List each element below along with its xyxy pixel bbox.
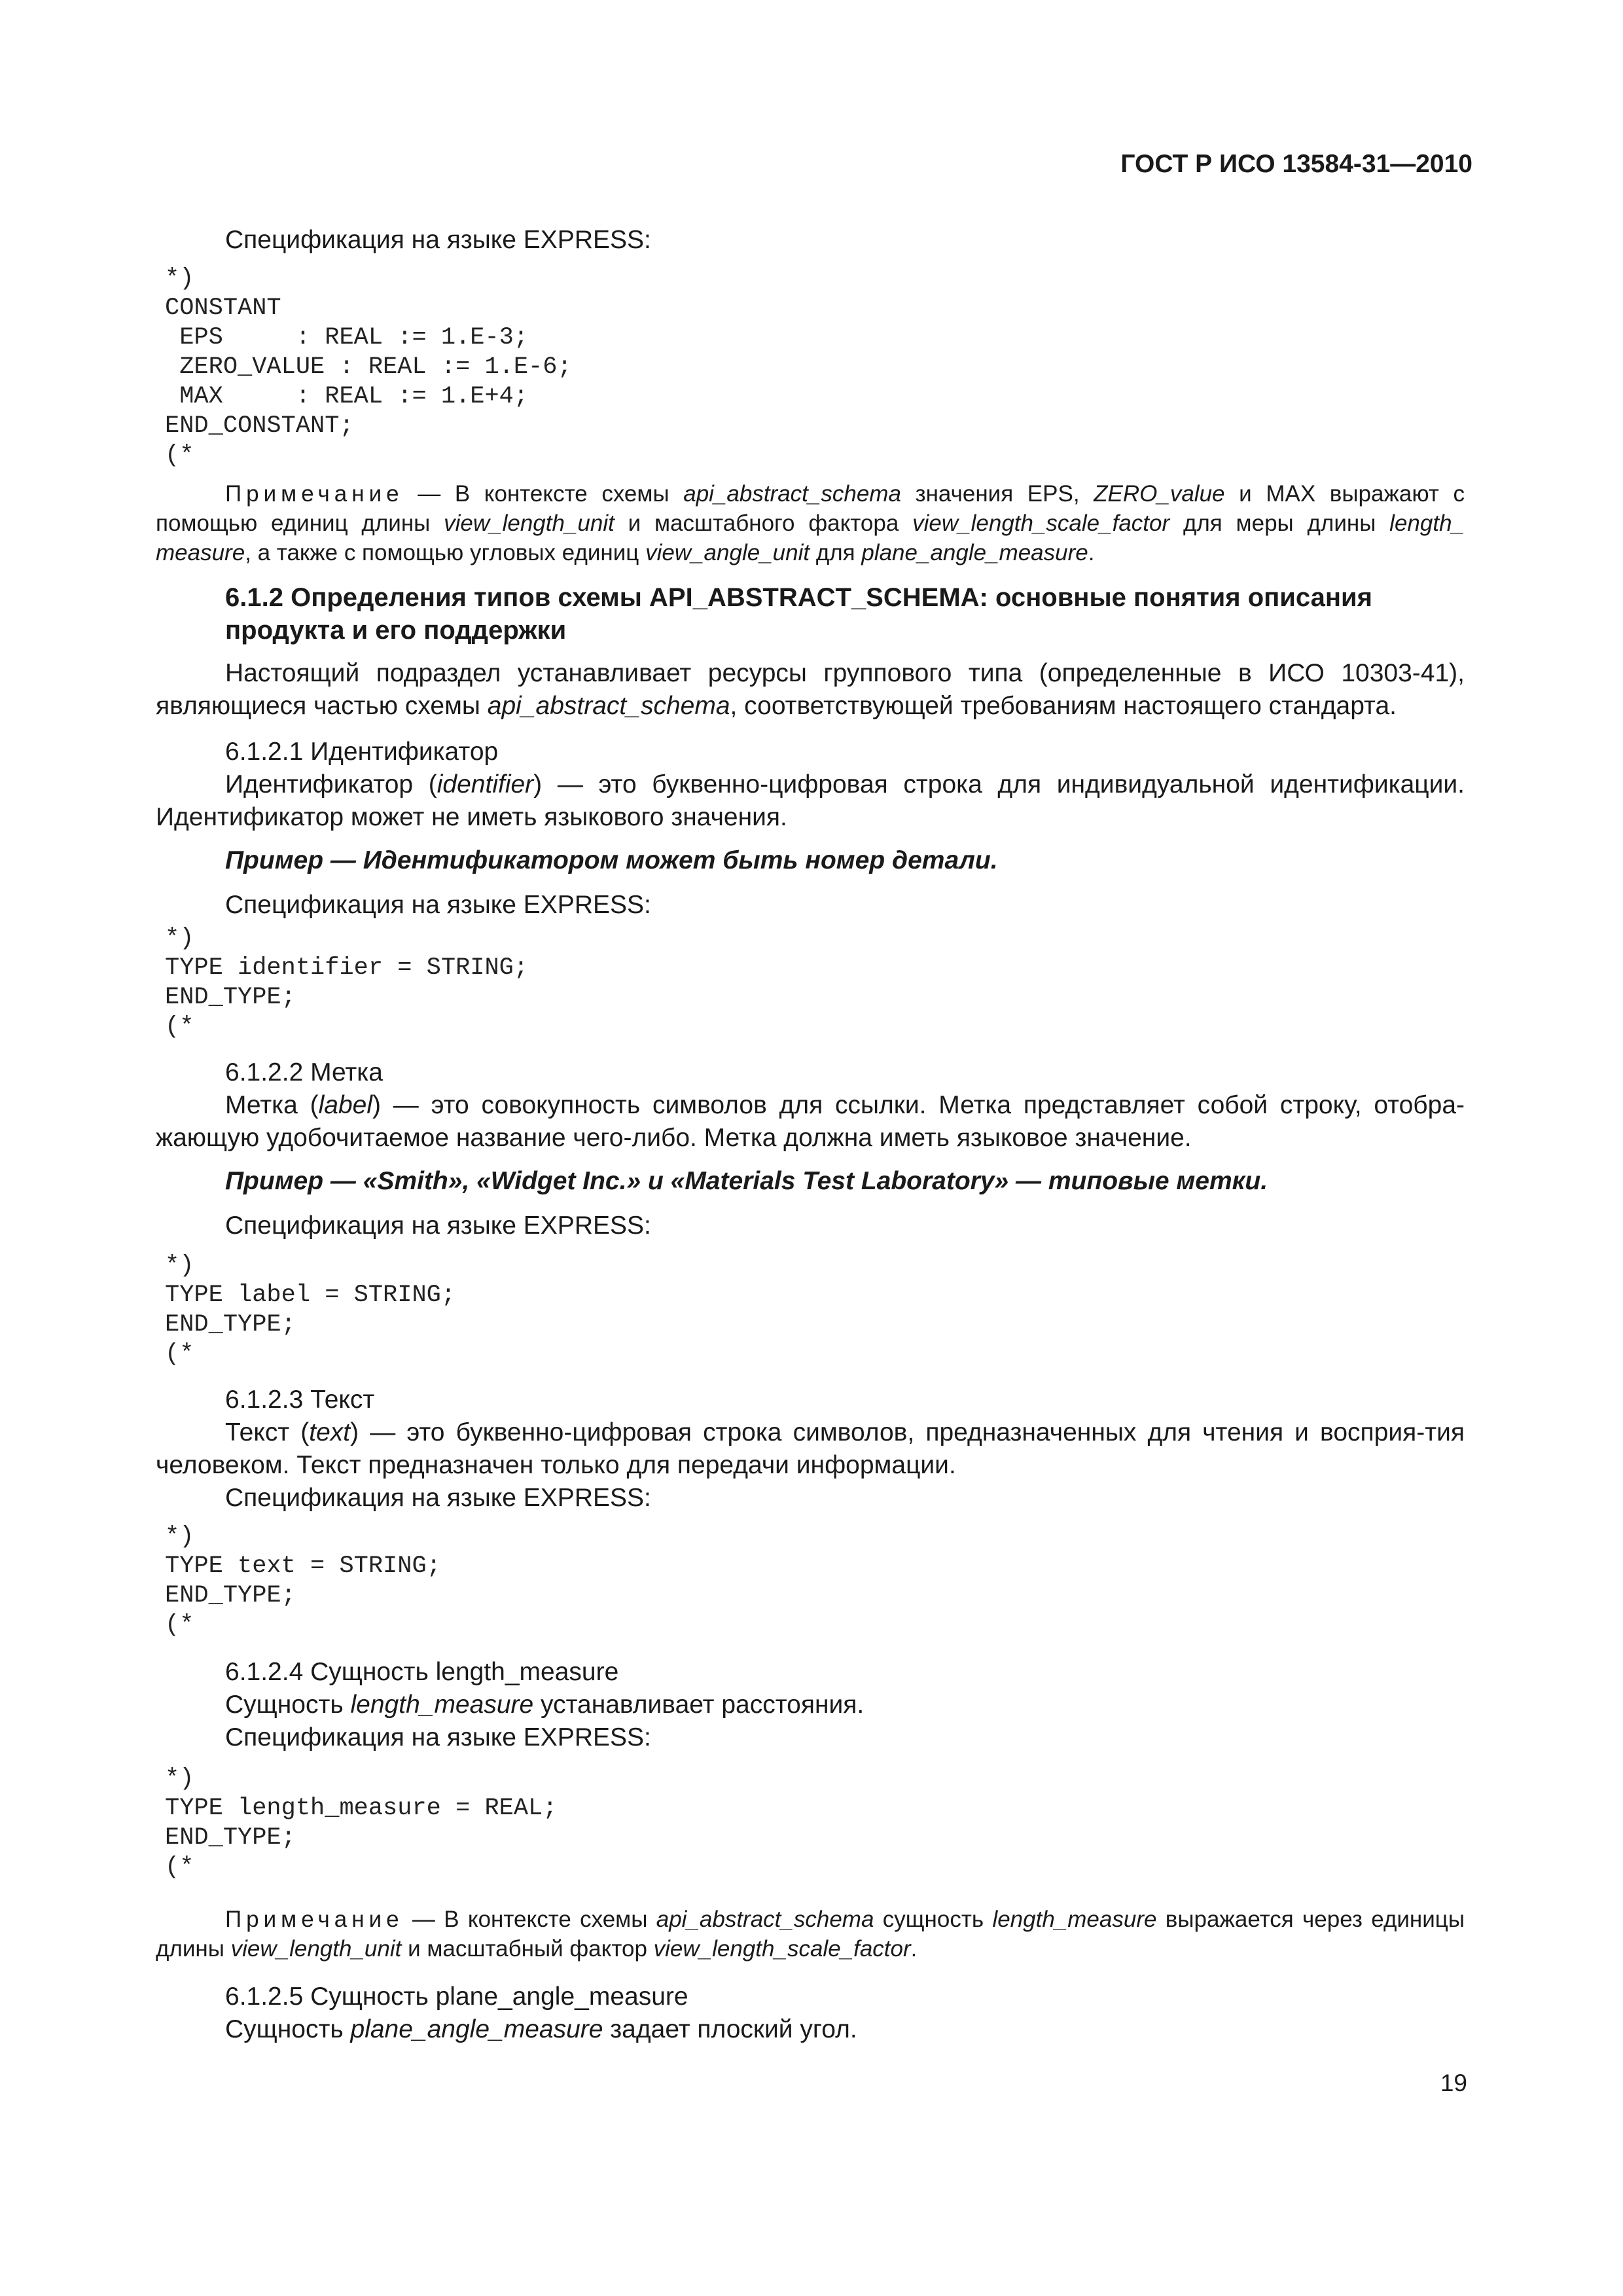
express-spec-label: Спецификация на языке EXPRESS: xyxy=(225,226,651,254)
plane-angle-measure-definition: Сущность plane_angle_measure задает плоский угол. xyxy=(225,2015,857,2043)
note-lead: Примечание xyxy=(225,1907,404,1932)
subsection-title-6-1-2-2: 6.1.2.2 Метка xyxy=(225,1058,383,1086)
subsection-title-6-1-2-1: 6.1.2.1 Идентификатор xyxy=(225,738,499,766)
code-block-label: *) TYPE label = STRING; END_TYPE; (* xyxy=(165,1252,456,1368)
express-spec-label: Спецификация на языке EXPRESS: xyxy=(225,1723,651,1751)
subsection-title-6-1-2-3: 6.1.2.3 Текст xyxy=(225,1386,375,1414)
code-block-constants: *) CONSTANT EPS : REAL := 1.E-3; ZERO_VALUE : REAL := 1.E-6; MAX : REAL := 1.E+4; END_CONSTANT; (* xyxy=(165,265,572,469)
section-intro-paragraph: Настоящий подраздел устанавливает ресурсы группового типа (определенные в ИСО 10303-41), являющиеся частью схемы api_abstract_schema, соответствующей требованиям настоящего стандарта. xyxy=(156,659,1465,720)
subsection-title-6-1-2-4: 6.1.2.4 Сущность length_measure xyxy=(225,1658,619,1686)
code-block-length-measure: *) TYPE length_measure = REAL; END_TYPE; (* xyxy=(165,1765,558,1881)
code-block-identifier: *) TYPE identifier = STRING; END_TYPE; (* xyxy=(165,925,529,1041)
code-block-text: *) TYPE text = STRING; END_TYPE; (* xyxy=(165,1523,441,1639)
identifier-definition: Идентификатор (identifier) — это буквенно-цифровая строка для индивидуальной идентификации. Идентификатор может не иметь языкового значения. xyxy=(156,770,1465,831)
note-lead: Примечание xyxy=(225,481,404,507)
identifier-example: Пример — Идентификатором может быть номер детали. xyxy=(225,846,998,874)
express-spec-label: Спецификация на языке EXPRESS: xyxy=(225,1211,651,1240)
note-length-measure: Примечание — В контексте схемы api_abstract_schema сущность length_measure выражается через единицы длины view_length_unit и масштабный фактор view_length_scale_factor. xyxy=(156,1907,1465,1962)
subsection-title-6-1-2-5: 6.1.2.5 Сущность plane_angle_measure xyxy=(225,1982,688,2011)
express-spec-label: Спецификация на языке EXPRESS: xyxy=(225,1484,651,1512)
note-constants: Примечание — В контексте схемы api_abstract_schema значения EPS, ZERO_value и MAX выражают с помощью единиц длины view_length_unit и масштабного фактора view_length_scale_factor для меры длины length_ measure, а также с помощью угловых единиц view_angle_unit для plane_angle_measure. xyxy=(156,481,1465,565)
text-definition: Текст (text) — это буквенно-цифровая строка символов, предназначенных для чтения и восприя-тия человеком. Текст предназначен только для передачи информации. xyxy=(156,1418,1465,1479)
standard-header: ГОСТ Р ИСО 13584-31—2010 xyxy=(1120,150,1472,178)
label-definition: Метка (label) — это совокупность символов для ссылки. Метка представляет собой строку, отобра-жающую удобочитаемое название чего-либо. Метка должна иметь языковое значение. xyxy=(156,1091,1465,1152)
express-spec-label: Спецификация на языке EXPRESS: xyxy=(225,891,651,919)
length-measure-definition: Сущность length_measure устанавливает расстояния. xyxy=(225,1691,865,1719)
section-heading-6-1-2: 6.1.2 Определения типов схемы API_ABSTRACT_SCHEMA: основные понятия описания продукта и его поддержки xyxy=(225,583,1372,645)
page-number: 19 xyxy=(1440,2070,1467,2096)
label-example: Пример — «Smith», «Widget Inc.» и «Materials Test Laboratory» — типовые метки. xyxy=(225,1167,1268,1195)
